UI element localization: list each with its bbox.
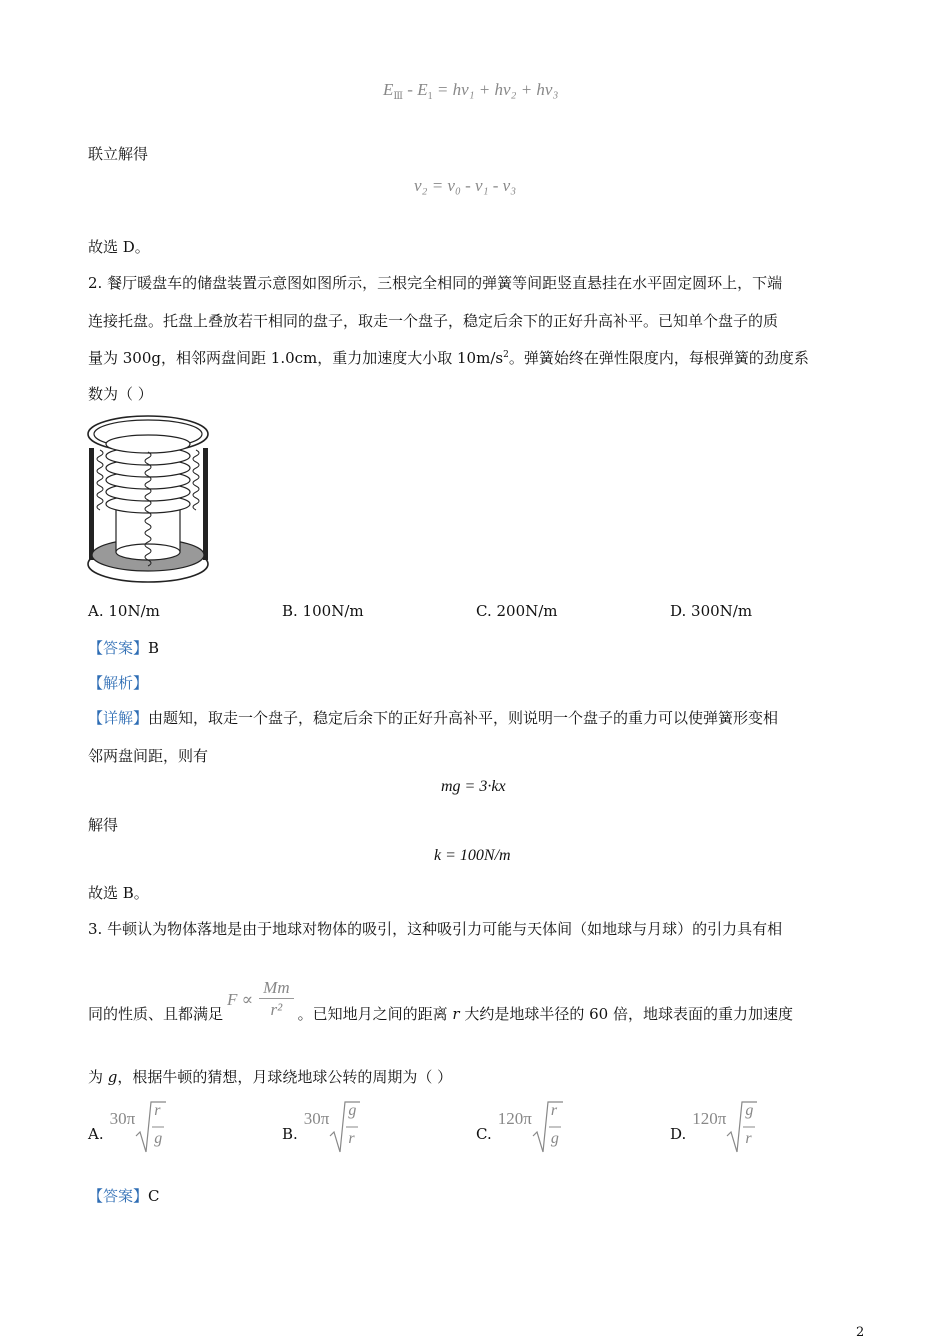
text-lianli: 联立解得: [88, 145, 149, 163]
q3-option-a: A. 30π r g: [88, 1100, 167, 1156]
q3-line-2: 同的性质、且都满足 F ∝ $\frac{Mm}{\text{r²}}$ 。已知地月之间的距离 r 大约是地球半径的 60 倍，地球表面的重力加速度: [88, 978, 793, 1023]
q2-option-a: A. 10N/m: [88, 602, 160, 620]
q2-line-4: 数为（ ）: [88, 385, 153, 403]
proportional-fraction: $\frac{Mm}{\text{r²}}$: [259, 978, 293, 1021]
q2-detail-line-1: 【详解】由题知，取走一个盘子，稳定后余下的正好升高补平，则说明一个盘子的重力可以使弹簧形变相: [88, 709, 779, 727]
equation-energy: $E_Ⅲ - E_1 = h\nu_1 + h\nu_2 + h\nu_3$: [383, 80, 559, 102]
q3-option-b: B. 30π g r: [282, 1100, 361, 1156]
q2-solve: 解得: [88, 816, 119, 834]
q2-line-3: 量为 300g，相邻两盘间距 1.0cm，重力加速度大小取 $10m/s^2$。弹簧始终在弹性限度内，每根弹簧的劲度系: [88, 349, 809, 367]
plate-storage-diagram: [86, 412, 214, 590]
q2-formula-2: k = 100N/m: [434, 847, 511, 864]
page-number: 2: [856, 1325, 865, 1340]
q3-line-3: 为 g，根据牛顿的猜想，月球绕地球公转的周期为（ ）: [88, 1068, 453, 1086]
answer-conclusion-1: 故选 D。: [88, 238, 150, 256]
q3-option-c: C. 120π r g: [476, 1100, 564, 1156]
q2-analysis-tag: 【解析】: [88, 674, 149, 692]
q2-detail-line-2: 邻两盘间距，则有: [88, 747, 209, 765]
q2-option-d: D. 300N/m: [670, 602, 753, 620]
q3-answer: 【答案】C: [88, 1187, 160, 1205]
q2-option-b: B. 100N/m: [282, 602, 364, 620]
q3-line-1: 3. 牛顿认为物体落地是由于地球对物体的吸引，这种吸引力可能与天体间（如地球与月球）的引力具有相: [88, 920, 783, 938]
q2-conclusion: 故选 B。: [88, 884, 149, 902]
q2-line-2: 连接托盘。托盘上叠放若干相同的盘子，取走一个盘子，稳定后余下的正好升高补平。已知单个盘子的质: [88, 312, 779, 330]
q3-option-d: D. 120π g r: [670, 1100, 758, 1156]
equation-frequency: ν₂ = ν₀ - ν₁ - ν₃: [414, 176, 517, 195]
q2-line-1: 2. 餐厅暖盘车的储盘装置示意图如图所示，三根完全相同的弹簧等间距竖直悬挂在水平固定圆环上，下端: [88, 274, 783, 292]
q2-answer: 【答案】B: [88, 639, 160, 657]
q2-option-c: C. 200N/m: [476, 602, 558, 620]
q2-formula-1: mg = 3·kx: [441, 778, 506, 795]
